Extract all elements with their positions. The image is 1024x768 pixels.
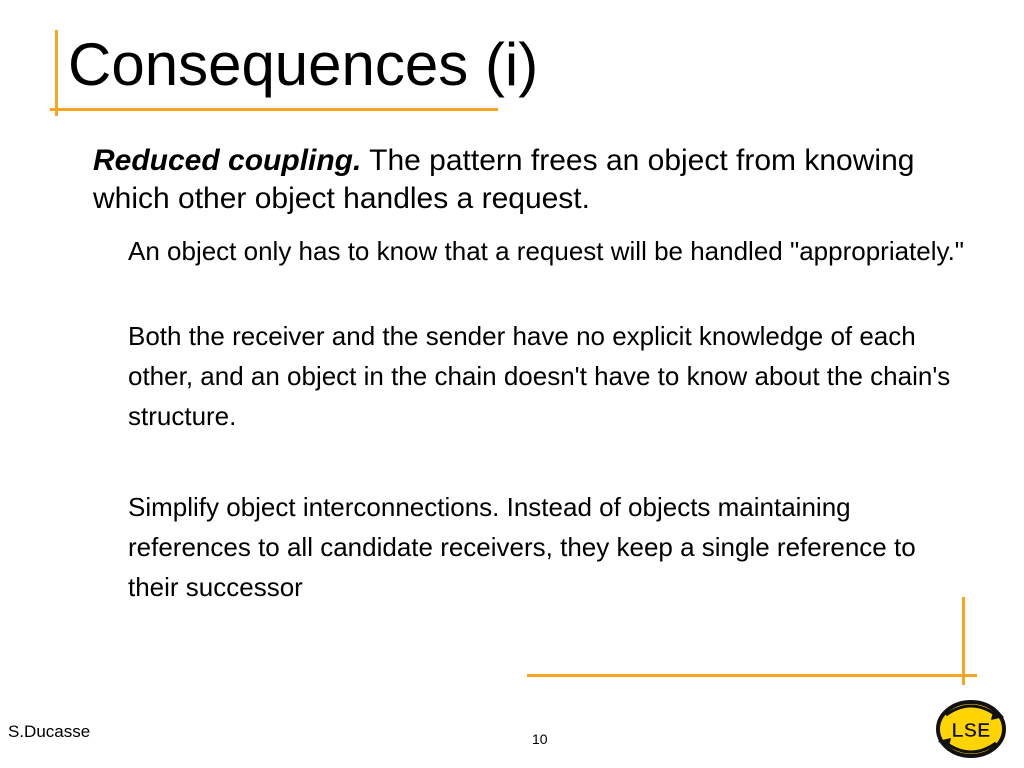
sub-point-3: Simplify object interconnections. Instead of objects maintaining references to all candidate receivers, they keep a single reference to their successor	[128, 492, 916, 602]
accent-line-top-vertical	[55, 30, 58, 116]
lse-logo-icon	[930, 695, 1012, 763]
sub-point-1: An object only has to know that a request will be handled "appropriately."	[128, 236, 965, 266]
slide-title: Consequences (i)	[68, 31, 539, 98]
author-name: S.Ducasse	[8, 722, 91, 741]
accent-line-top-horizontal	[50, 108, 498, 111]
sub-point-2: Both the receiver and the sender have no explicit knowledge of each other, and an object in the chain doesn't have to know about the chain's structure.	[128, 321, 951, 431]
page-number: 10	[532, 731, 548, 747]
main-paragraph	[93, 142, 973, 218]
accent-line-bottom-horizontal	[527, 674, 977, 677]
accent-line-bottom-vertical	[962, 597, 965, 685]
main-paragraph-text: The pattern frees an object from knowing which other object handles a request.	[93, 144, 915, 215]
main-paragraph-lead: Reduced coupling.	[93, 144, 362, 177]
logo-text: LSE	[951, 720, 991, 742]
